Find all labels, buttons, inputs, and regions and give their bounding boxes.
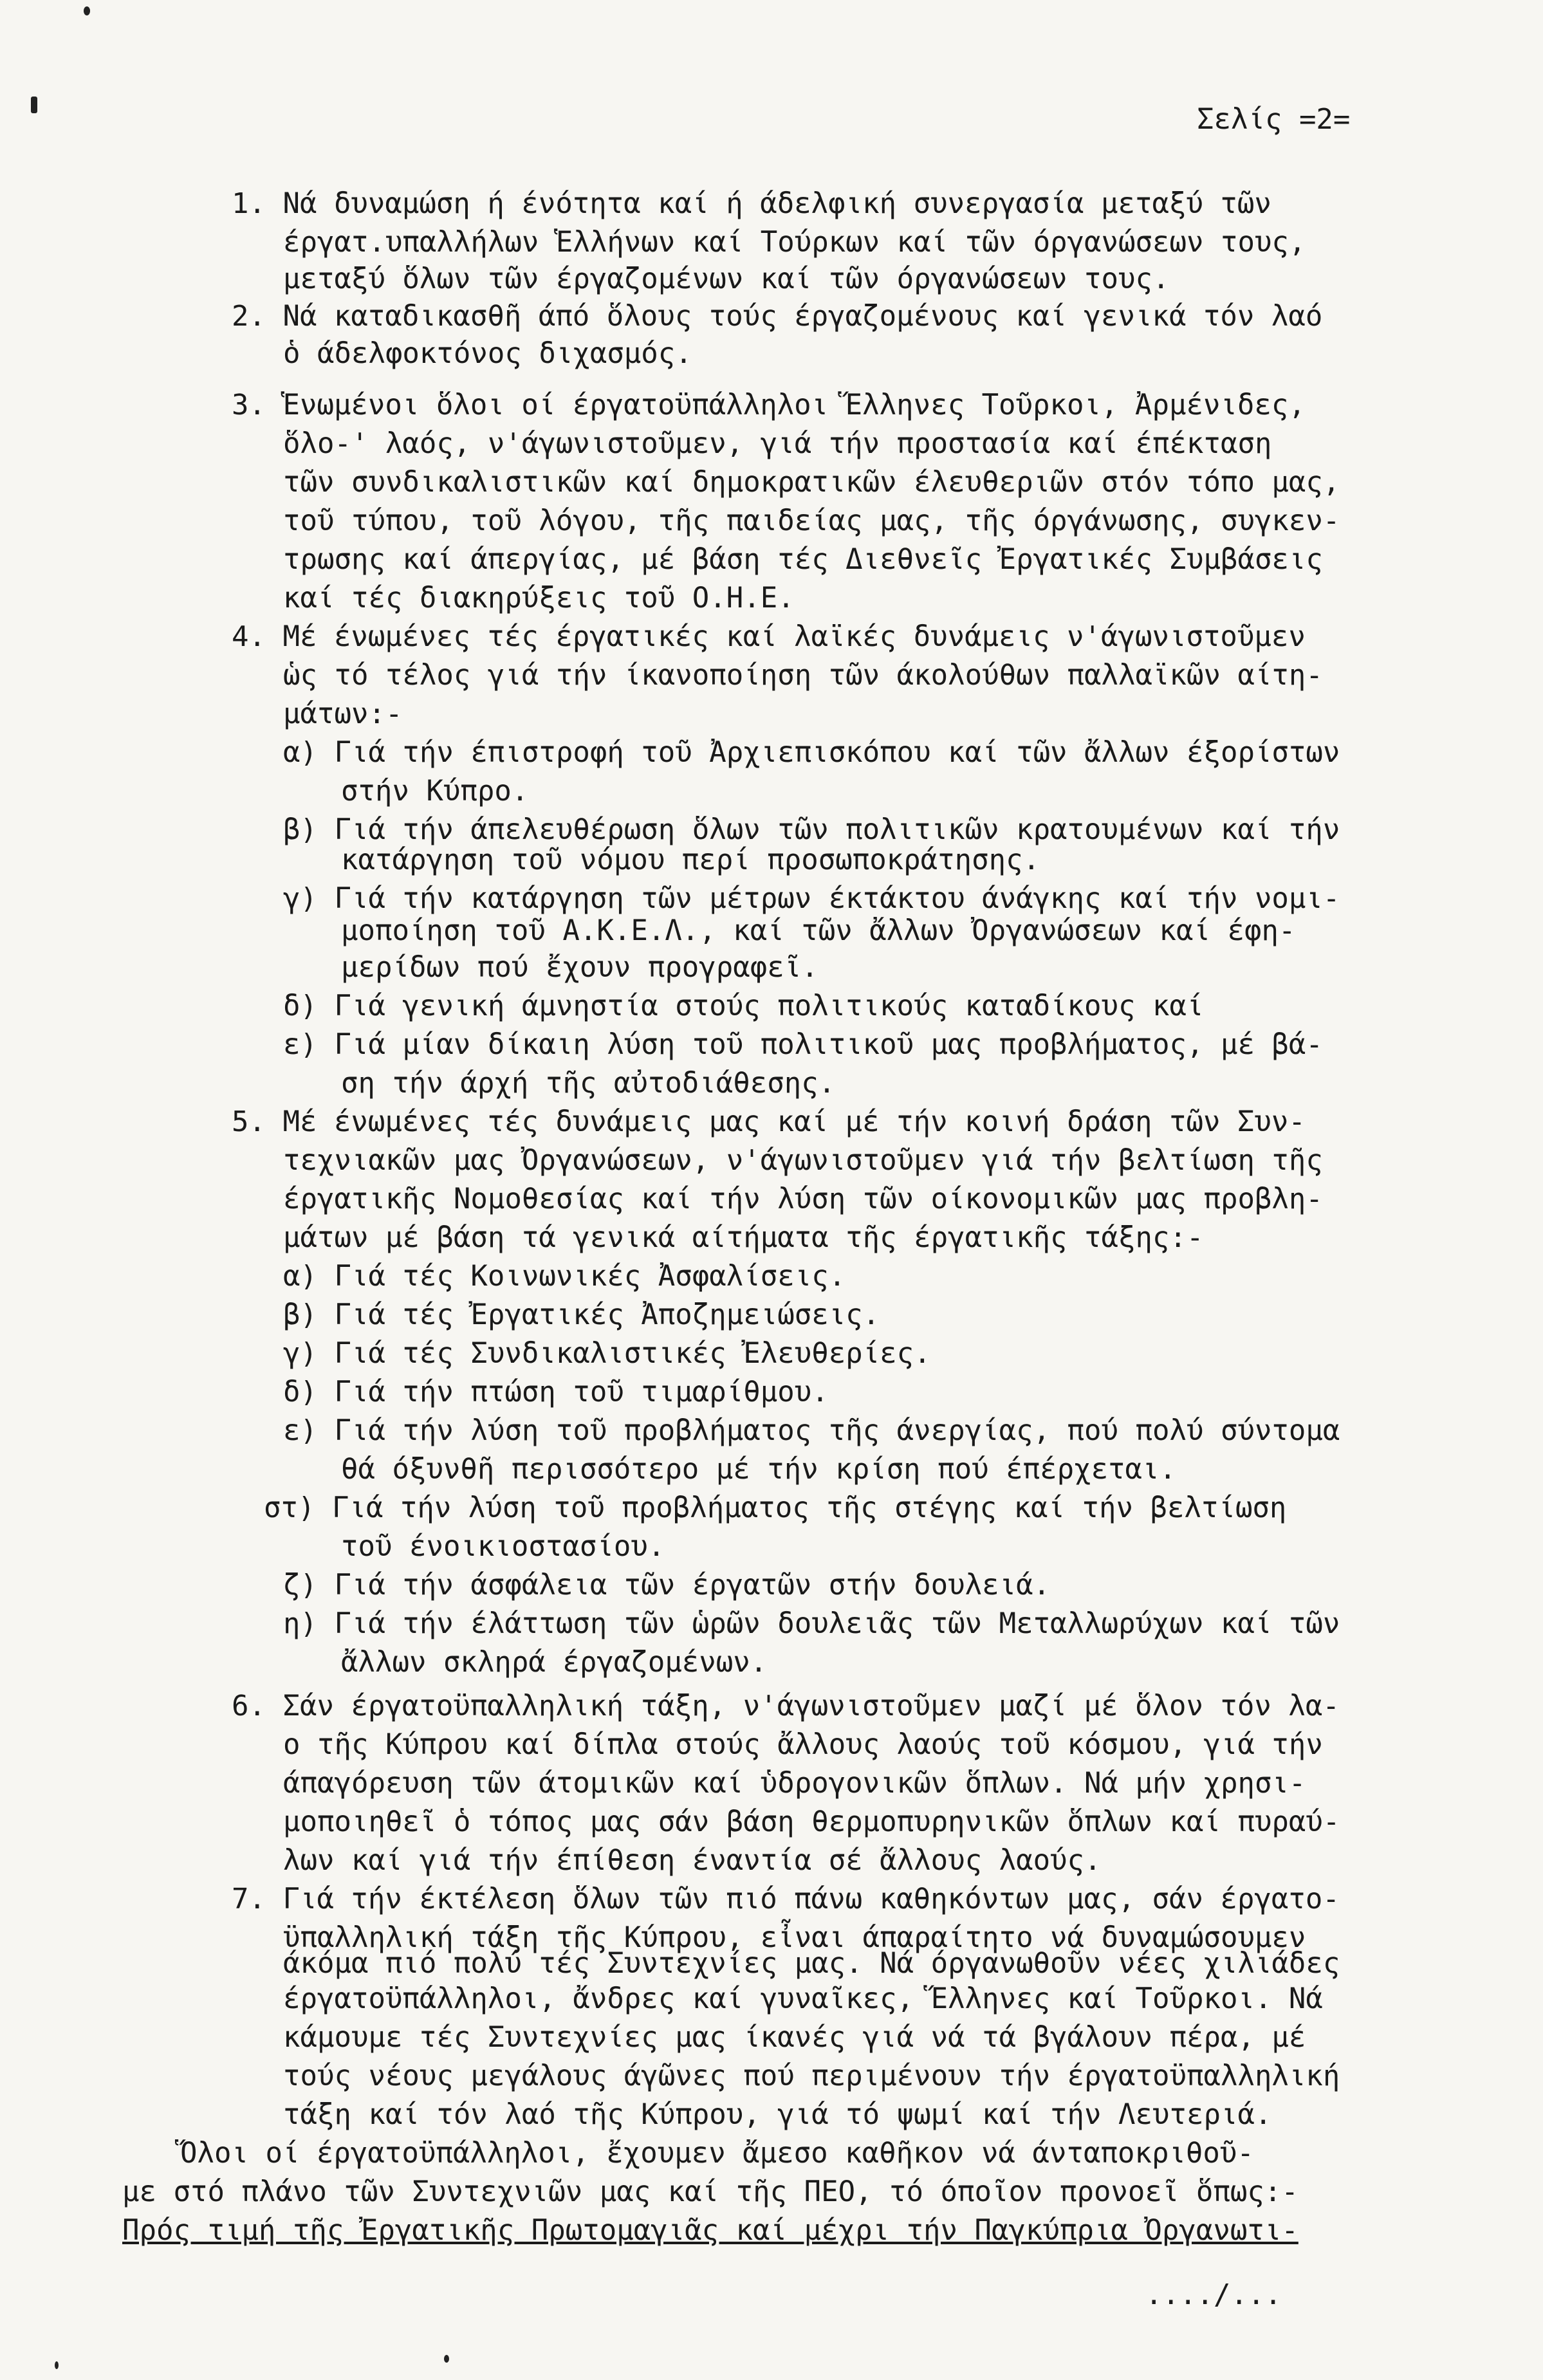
ink-speck [84,6,90,15]
text-line: στήν Κύπρο. [341,775,529,807]
text-line: δ) Γιά γενική άμνηστία στούς πολιτικούς καταδίκους καί [283,990,1204,1022]
text-line: α) Γιά τήν έπιστροφή τοῦ Ἀρχιεπισκόπου καί τῶν ἄλλων έξορίστων [283,736,1340,769]
text-line: γ) Γιά τές Συνδικαλιστικές Ἐλευθερίες. [283,1337,931,1370]
ink-speck [31,97,37,113]
text-line: ἄλλων σκληρά έργαζομένων. [341,1646,768,1679]
text-line: τοῦ τύπου, τοῦ λόγου, τῆς παιδείας μας, τῆς όργάνωσης, συγκεν- [283,504,1340,537]
text-line: β) Γιά τήν άπελευθέρωση ὅλων τῶν πολιτικῶν κρατουμένων καί τήν [283,813,1340,846]
text-line: μερίδων πού ἔχουν προγραφεῖ. [341,951,818,984]
text-line: κάμουμε τές Συντεχνίες μας ίκανές γιά νά τά βγάλουν πέρα, μέ [283,2021,1306,2054]
text-line: τοῦ ένοικιοστασίου. [341,1530,665,1563]
text-line: ὁ άδελφοκτόνος διχασμός. [283,337,692,370]
text-line: τάξη καί τόν λαό τῆς Κύπρου, γιά τό ψωμί καί τήν Λευτεριά. [283,2098,1272,2131]
text-line: έργατ.υπαλλήλων Ἑλλήνων καί Τούρκων καί τῶν όργανώσεων τους, [283,226,1306,259]
text-line: ὅλο-' λαός, ν'άγωνιστοῦμεν, γιά τήν προστασία καί έπέκταση [283,427,1272,460]
text-line: καί τές διακηρύξεις τοῦ Ο.Η.Ε. [283,582,795,614]
text-line: τρωσης καί άπεργίας, μέ βάση τές Διεθνεῖς Ἐργατικές Συμβάσεις [283,543,1323,576]
text-line: 4. Μέ ένωμένες τές έργατικές καί λαϊκές δυνάμεις ν'άγωνιστοῦμεν [232,620,1306,653]
ink-speck [55,2361,59,2369]
text-line: β) Γιά τές Ἐργατικές Ἀποζημειώσεις. [283,1298,880,1331]
text-line: τούς νέους μεγάλους άγῶνες πού περιμένουν τήν έργατοϋπαλληλική [283,2060,1340,2092]
continuation-mark: ..../... [1145,2278,1282,2311]
text-line: τεχνιακῶν μας Ὀργανώσεων, ν'άγωνιστοῦμεν γιά τήν βελτίωση τῆς [283,1144,1323,1177]
text-line: ο τῆς Κύπρου καί δίπλα στούς ἄλλους λαούς τοῦ κόσμου, γιά τήν [283,1728,1323,1761]
text-line: Ὅλοι οί έργατοϋπάλληλοι, ἔχουμεν ἄμεσο καθῆκον νά άνταποκριθοῦ- [180,2137,1254,2170]
text-line: κατάργηση τοῦ νόμου περί προσωποκράτησης. [341,844,1040,876]
text-line: η) Γιά τήν έλάττωση τῶν ὡρῶν δουλειᾶς τῶν Μεταλλωρύχων καί τῶν [283,1607,1340,1640]
text-line: 1. Νά δυναμώση ή ένότητα καί ή άδελφική συνεργασία μεταξύ τῶν [232,187,1271,220]
ink-speck [444,2355,449,2363]
text-line: άπαγόρευση τῶν άτομικῶν καί ὑδρογονικῶν ὅπλων. Νά μήν χρησι- [283,1767,1306,1800]
text-line: έργατοϋπάλληλοι, ἄνδρες καί γυναῖκες, Ἕλληνες καί Τοῦρκοι. Νά [283,1982,1323,2015]
text-line: μοποίηση τοῦ Α.Κ.Ε.Λ., καί τῶν ἄλλων Ὀργανώσεων καί έφη- [341,914,1296,947]
text-line: θά όξυνθῆ περισσότερο μέ τήν κρίση πού έπέρχεται. [341,1453,1177,1486]
underlined-text-line: Πρός τιμή τῆς Ἐργατικῆς Πρωτομαγιᾶς καί μέχρι τήν Παγκύπρια Ὀργανωτι- [122,2214,1298,2247]
text-line: α) Γιά τές Κοινωνικές Ἀσφαλίσεις. [283,1260,846,1293]
text-line: μάτων:- [283,697,403,730]
text-line: μεταξύ ὅλων τῶν έργαζομένων καί τῶν όργανώσεων τους. [283,263,1170,295]
text-line: λων καί γιά τήν έπίθεση έναντία σέ ἄλλους λαούς. [283,1844,1102,1877]
text-line: μάτων μέ βάση τά γενικά αίτήματα τῆς έργατικῆς τάξης:- [283,1221,1204,1254]
text-line: στ) Γιά τήν λύση τοῦ προβλήματος τῆς στέγης καί τήν βελτίωση [264,1491,1287,1524]
text-line: άκόμα πιό πολύ τές Συντεχνίες μας. Νά όργανωθοῦν νέες χιλιάδες [283,1947,1340,1980]
text-line: 5. Μέ ένωμένες τές δυνάμεις μας καί μέ τήν κοινή δράση τῶν Συν- [232,1105,1306,1138]
text-line: γ) Γιά τήν κατάργηση τῶν μέτρων έκτάκτου άνάγκης καί τήν νομι- [283,882,1340,915]
text-line: ε) Γιά τήν λύση τοῦ προβλήματος τῆς άνεργίας, πού πολύ σύντομα [283,1414,1340,1447]
text-line: 7. Γιά τήν έκτέλεση ὅλων τῶν πιό πάνω καθηκόντων μας, σάν έργατο- [232,1883,1340,1915]
text-line: μοποιηθεῖ ὁ τόπος μας σάν βάση θερμοπυρηνικῶν ὅπλων καί πυραύ- [283,1805,1340,1838]
text-line: ε) Γιά μίαν δίκαιη λύση τοῦ πολιτικοῦ μας προβλήματος, μέ βά- [283,1028,1323,1061]
text-line: 2. Νά καταδικασθῆ άπό ὅλους τούς έργαζομένους καί γενικά τόν λαό [232,300,1323,333]
text-line: με στό πλάνο τῶν Συντεχνιῶν μας καί τῆς ΠΕΟ, τό όποῖον προνοεῖ ὅπως:- [122,2175,1298,2208]
text-line: ση τήν άρχή τῆς αὐτοδιάθεσης. [341,1067,836,1100]
text-line: δ) Γιά τήν πτώση τοῦ τιμαρίθμου. [283,1376,829,1408]
text-line: 3. Ἑνωμένοι ὅλοι οί έργατοϋπάλληλοι Ἕλληνες Τοῦρκοι, Ἀρμένιδες, [232,389,1306,421]
text-line: ζ) Γιά τήν άσφάλεια τῶν έργατῶν στήν δουλειά. [283,1569,1051,1601]
text-line: ὡς τό τέλος γιά τήν ίκανοποίηση τῶν άκολούθων παλλαϊκῶν αίτη- [283,659,1323,692]
text-line: 6. Σάν έργατοϋπαλληλική τάξη, ν'άγωνιστοῦμεν μαζί μέ ὅλον τόν λα- [232,1690,1340,1722]
text-line: ϋπαλληλική τάξη τῆς Κύπρου, εἶναι άπαραίτητο νά δυναμώσουμεν [283,1921,1306,1954]
text-line: έργατικῆς Νομοθεσίας καί τήν λύση τῶν οίκονομικῶν μας προβλη- [283,1183,1323,1215]
text-line: τῶν συνδικαλιστικῶν καί δημοκρατικῶν έλευθεριῶν στόν τόπο μας, [283,466,1340,499]
page-number: Σελίς =2= [1197,103,1351,136]
